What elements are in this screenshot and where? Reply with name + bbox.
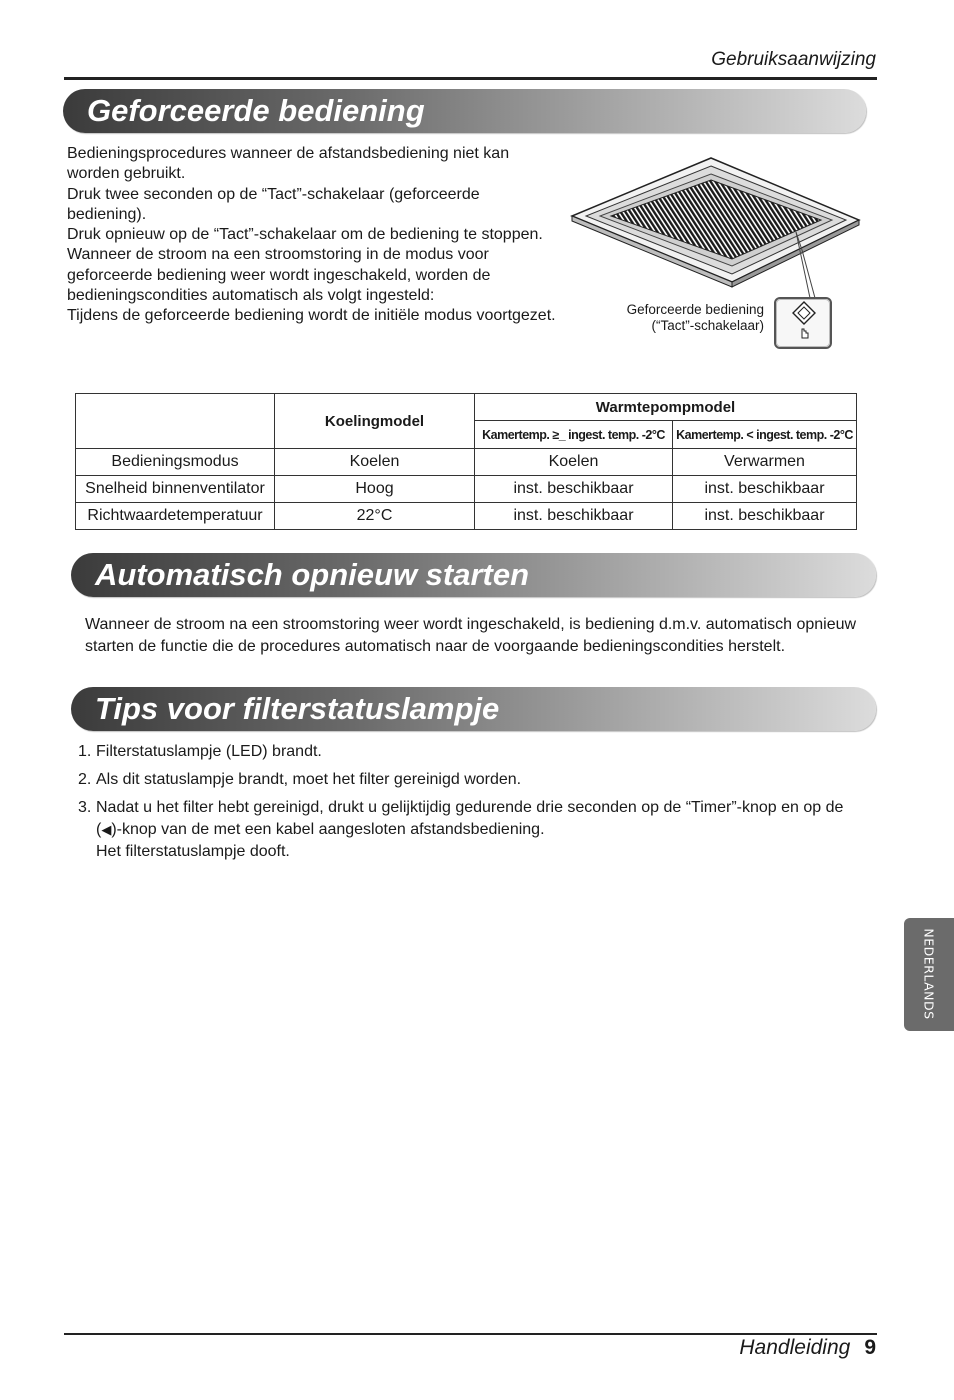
table-cell: Hoog [275, 476, 475, 503]
table-cell: 22°C [275, 503, 475, 530]
intro-paragraph: Druk twee seconden op de “Tact”-schakelaar (geforceerde bediening). [67, 185, 480, 223]
intro-paragraph: Druk opnieuw op de “Tact”-schakelaar om de bediening te stoppen. [67, 226, 543, 244]
intro-paragraph: Bedieningsprocedures wanneer de afstandsbediening niet kan worden gebruikt. [67, 145, 510, 183]
filter-tips-list [78, 741, 878, 869]
footer [739, 1336, 876, 1360]
list-item [78, 769, 878, 791]
list-item-number: 2. [78, 771, 92, 788]
tact-switch-label-line2: (“Tact”-schakelaar) [651, 317, 764, 333]
forced-operation-text [67, 144, 557, 327]
table-cell-label: Richtwaardetemperatuur [76, 503, 275, 530]
cassette-panel [572, 158, 859, 287]
table-row [76, 503, 857, 530]
header-label: Gebruiksaanwijzing [711, 49, 876, 70]
list-item-text-line3: Het filterstatuslampje dooft. [96, 843, 290, 860]
list-item-text-line2-rest: )-knop van de met een kabel aangesloten afstandsbediening. [111, 821, 545, 838]
section-title-auto-restart: Automatisch opnieuw starten [71, 553, 876, 597]
top-rule [64, 77, 877, 80]
list-item [78, 741, 878, 763]
table-header-row [76, 394, 857, 421]
list-item-text-line1: Nadat u het filter hebt gereinigd, drukt u gelijktijdig gedurende drie seconden op de “Timer”-knop en op de [96, 799, 844, 816]
tact-switch-label [612, 302, 764, 333]
table-row [76, 449, 857, 476]
table-cell: inst. beschikbaar [673, 503, 857, 530]
page-number: 9 [864, 1336, 876, 1359]
tact-switch-icon [775, 298, 831, 348]
footer-label: Handleiding [739, 1336, 851, 1359]
list-item-text-line2 [96, 819, 878, 841]
section-title-forced-operation: Geforceerde bediening [63, 89, 866, 133]
language-side-tab [904, 918, 954, 1031]
intro-paragraph: Wanneer de stroom na een stroomstoring in de modus voor geforceerde bediening weer wordt ingeschakeld, worden de bedieningscondities automatisch als volgt ingesteld: [67, 246, 491, 305]
table-cell: inst. beschikbaar [673, 476, 857, 503]
list-item [78, 797, 878, 863]
list-item-number: 3. [78, 799, 92, 816]
language-side-tab-label: NEDERLANDS [921, 928, 937, 1020]
paren-open: ( [96, 821, 102, 838]
table-subheader-2: Kamertemp. < ingest. temp. -2°C [673, 421, 857, 449]
table-cell: Koelen [475, 449, 673, 476]
list-item-text: Als dit statuslampje brandt, moet het filter gereinigd worden. [96, 771, 522, 788]
table-row [76, 476, 857, 503]
auto-restart-text: Wanneer de stroom na een stroomstoring weer wordt ingeschakeld, is bediening d.m.v. automatisch opnieuw starten de functie die de procedures automatisch naar de voorgaande bedieningscondities herstelt. [85, 616, 857, 655]
tact-switch-label-line1: Geforceerde bediening [626, 302, 764, 317]
table-subheader-1: Kamertemp. ≥_ ingest. temp. -2°C [475, 421, 673, 449]
table-cell: Koelen [275, 449, 475, 476]
table-cell: inst. beschikbaar [475, 503, 673, 530]
bottom-rule [64, 1333, 877, 1335]
table-cell: inst. beschikbaar [475, 476, 673, 503]
intro-paragraph: Tijdens de geforceerde bediening wordt de initiële modus voortgezet. [67, 307, 556, 325]
section-title-filter-tips: Tips voor filterstatuslampje [71, 687, 876, 731]
table-cell-label: Snelheid binnenventilator [76, 476, 275, 503]
list-item-number: 1. [78, 743, 92, 760]
table-corner-cell [76, 394, 275, 449]
list-item-text: Filterstatuslampje (LED) brandt. [96, 743, 322, 760]
table-cell: Verwarmen [673, 449, 857, 476]
left-arrow-icon: ◀ [101, 822, 112, 837]
table-cell-label: Bedieningsmodus [76, 449, 275, 476]
table-header-cooling: Koelingmodel [275, 394, 475, 449]
table-header-heatpump: Warmtepompmodel [475, 394, 857, 421]
forced-operation-table [75, 393, 857, 530]
